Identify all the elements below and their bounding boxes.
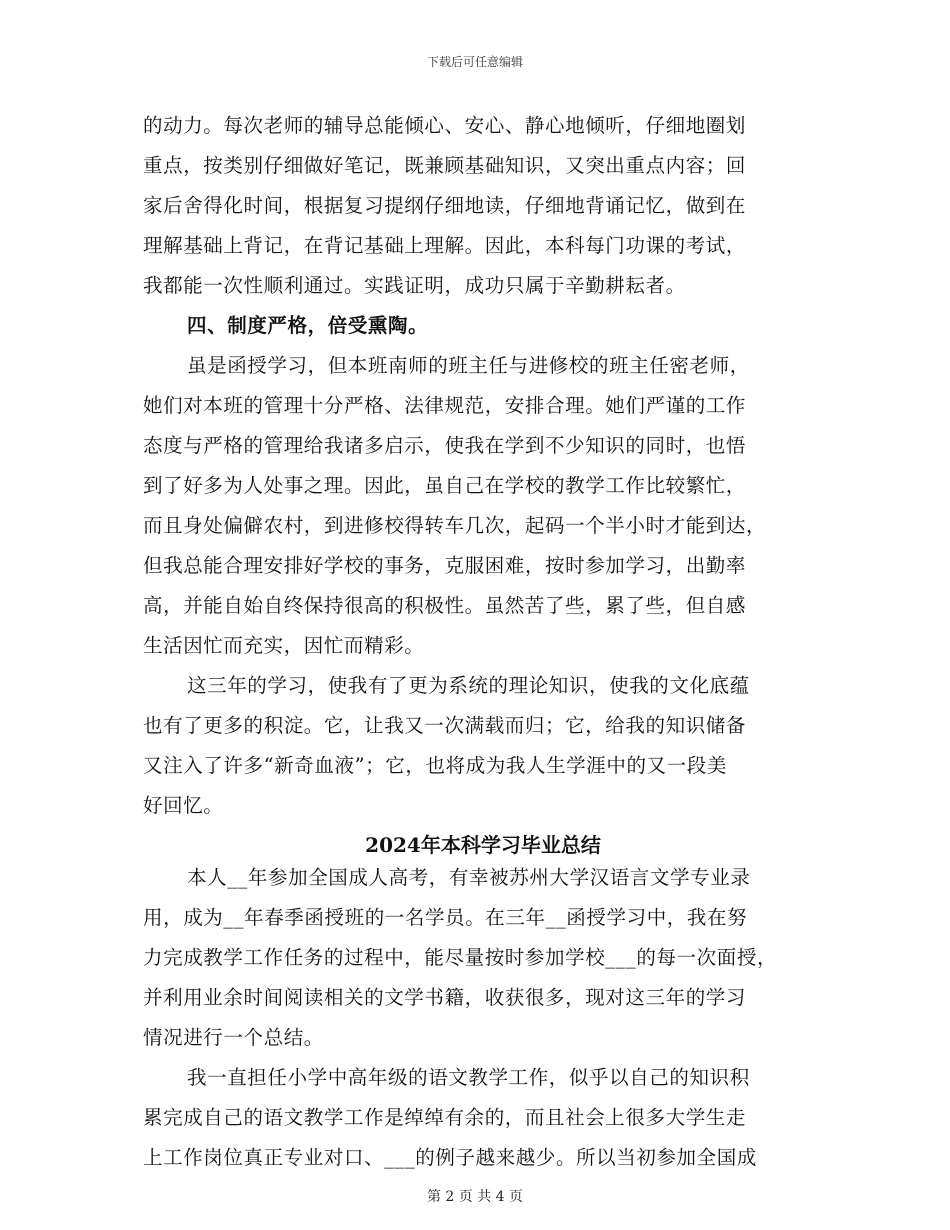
text-line: 家后舍得化时间，根据复习提纲仔细地读，仔细地背诵记忆，做到在 (143, 194, 747, 217)
text-line: 情况进行一个总结。 (143, 1026, 324, 1049)
text-line: 高，并能自始自终保持很高的积极性。虽然苦了些，累了些，但自感 (143, 594, 747, 617)
paragraph-introduction (143, 862, 823, 1054)
text-line: 上工作岗位真正专业对口、___的例子越来越少。所以当初参加全国成 (143, 1146, 757, 1169)
text-line: 生活因忙而充实，因忙而精彩。 (143, 634, 425, 657)
document-body (143, 110, 823, 1174)
section-heading: 四、制度严格，倍受熏陶。 (187, 314, 429, 337)
text-line: 到了好多为人处事之理。因此，虽自己在学校的教学工作比较繁忙， (143, 474, 747, 497)
text-line: 力完成教学工作任务的过程中，能尽量按时参加学校___的每一次面授， (143, 946, 778, 969)
paragraph-strict-management (143, 350, 823, 662)
text-line: 重点，按类别仔细做好笔记，既兼顾基础知识，又突出重点内容；回 (143, 154, 747, 177)
text-line: 也有了更多的积淀。它，让我又一次满载而归；它，给我的知识储备 (143, 714, 747, 737)
paragraph-study-method (143, 110, 823, 302)
text-line: 并利用业余时间阅读相关的文学书籍，收获很多，现对这三年的学习 (143, 986, 747, 1009)
text-line: 她们对本班的管理十分严格、法律规范，安排合理。她们严谨的工作 (143, 394, 747, 417)
text-line: 这三年的学习，使我有了更为系统的理论知识，使我的文化底蕴 (187, 674, 750, 697)
text-line: 但我总能合理安排好学校的事务，克服困难，按时参加学习，出勤率 (143, 554, 747, 577)
text-line: 累完成自己的语文教学工作是绰绰有余的，而且社会上很多大学生走 (143, 1106, 747, 1129)
text-line: 好回忆。 (143, 794, 224, 817)
text-line: 我一直担任小学中高年级的语文教学工作，似乎以自己的知识积 (187, 1066, 750, 1089)
text-line: 我都能一次性顺利通过。实践证明，成功只属于辛勤耕耘者。 (143, 274, 686, 297)
text-line: 虽是函授学习，但本班南师的班主任与进修校的班主任密老师， (187, 354, 750, 377)
text-line: 的动力。每次老师的辅导总能倾心、安心、静心地倾听，仔细地圈划 (143, 114, 747, 137)
text-line: 而且身处偏僻农村，到进修校得转车几次，起码一个半小时才能到达， (143, 514, 767, 537)
page-number-footer: 第 2 页 共 4 页 (426, 1189, 524, 1205)
text-line: 态度与严格的管理给我诸多启示，使我在学到不少知识的同时，也悟 (143, 434, 747, 457)
text-line: 用，成为__年春季函授班的一名学员。在三年__函授学习中，我在努 (143, 906, 748, 929)
page-header: 下载后可任意编辑 (426, 55, 523, 69)
text-line: 本人__年参加全国成人高考，有幸被苏州大学汉语言文学专业录 (187, 866, 751, 889)
text-line: 又注入了许多“新奇血液”；它，也将成为我人生学涯中的又一段美 (143, 754, 727, 777)
paragraph-teaching-work (143, 1062, 823, 1174)
paragraph-conclusion (143, 670, 823, 822)
document-title: 2024年本科学习毕业总结 (365, 833, 601, 857)
text-line: 理解基础上背记，在背记基础上理解。因此，本科每门功课的考试， (143, 234, 747, 257)
